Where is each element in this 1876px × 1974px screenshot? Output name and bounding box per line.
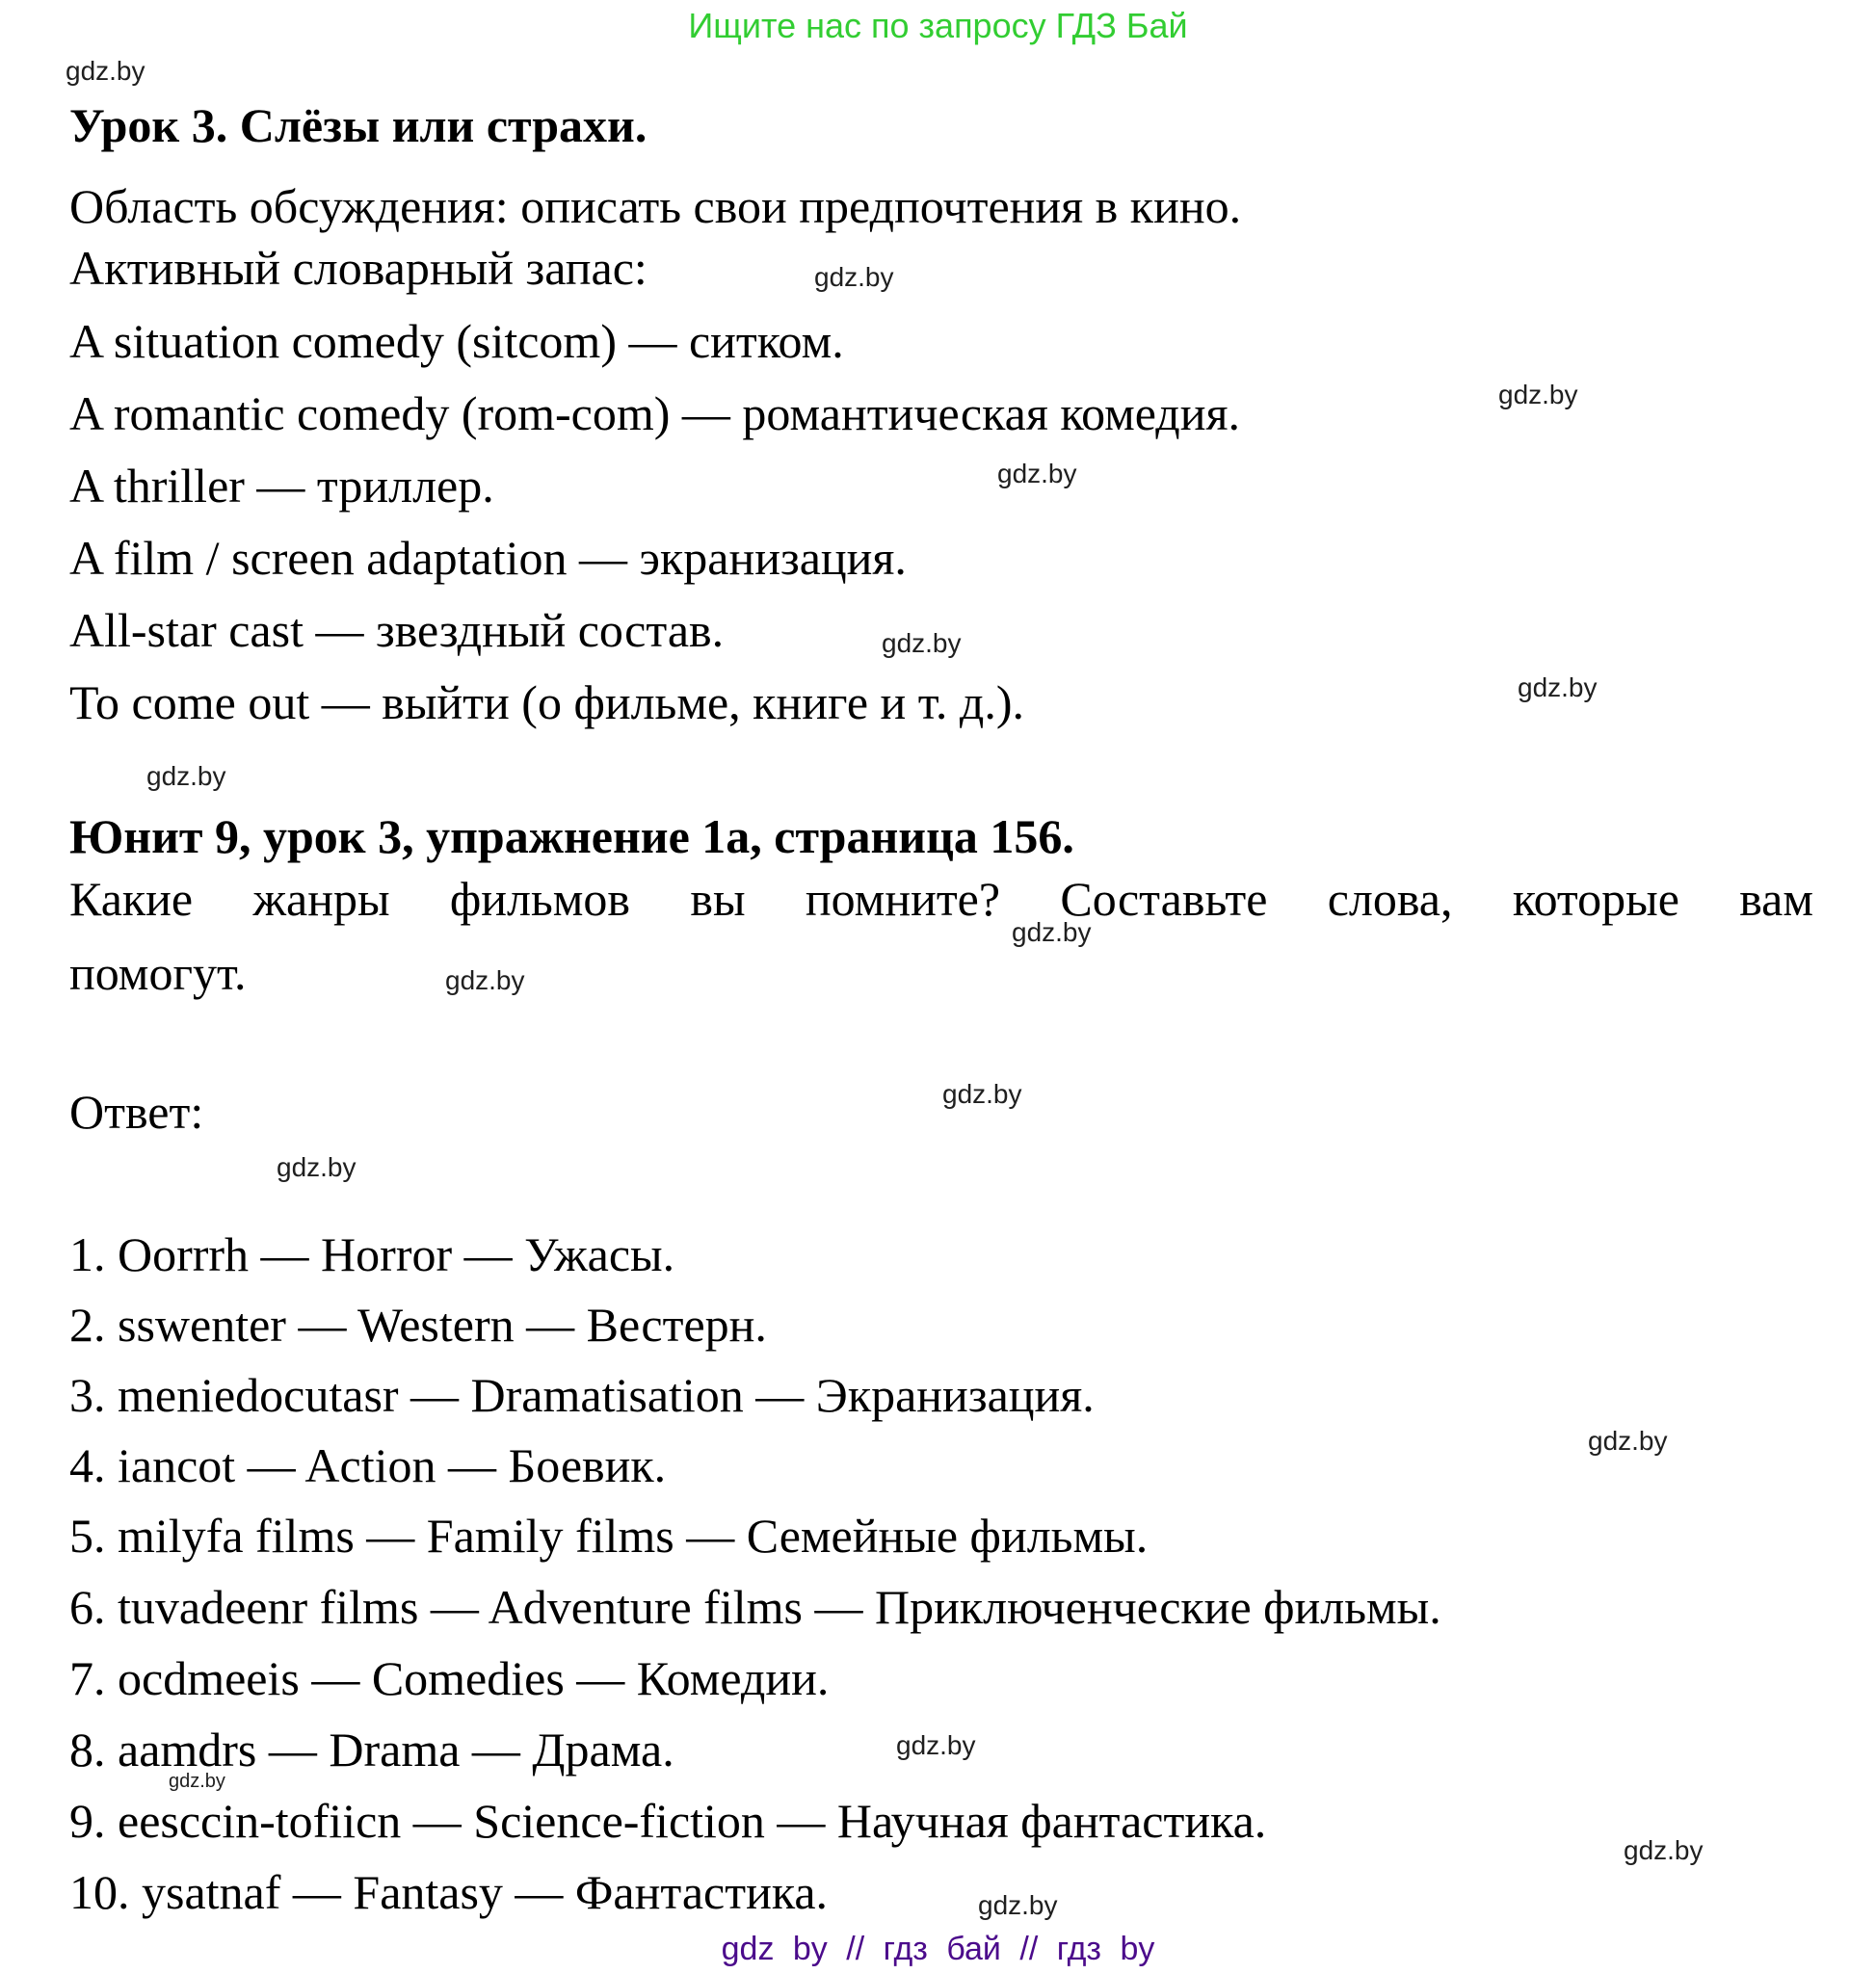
gdz-watermark: gdz.by (169, 1771, 225, 1792)
vocab-line: To come out — выйти (о фильме, книге и т. д.). (69, 675, 1024, 729)
gdz-watermark: gdz.by (896, 1730, 976, 1760)
gdz-watermark: gdz.by (1588, 1426, 1668, 1456)
vocab-line: All-star cast — звездный состав. (69, 603, 725, 657)
answer-line: 10. ysatnaf — Fantasy — Фантастика. (69, 1865, 829, 1919)
answer-label: Ответ: (69, 1085, 204, 1139)
task-text-line-1: Какие жанры фильмов вы помните? Составьте слова, которые вам (69, 872, 1813, 926)
gdz-watermark: gdz.by (814, 262, 894, 292)
answer-line: 8. aamdrs — Drama — Драма. (69, 1723, 674, 1777)
gdz-watermark: gdz.by (978, 1890, 1058, 1920)
gdz-watermark: gdz.by (1012, 917, 1092, 947)
gdz-watermark: gdz.by (277, 1152, 357, 1182)
vocab-line: A situation comedy (sitcom) — ситком. (69, 314, 844, 368)
task-text-line-2: помогут. (69, 946, 247, 1000)
lesson-topic-line: Область обсуждения: описать свои предпочтения в кино. (69, 179, 1242, 233)
gdz-watermark: gdz.by (445, 965, 525, 995)
gdz-watermark: gdz.by (1518, 672, 1598, 702)
answer-line: 9. eesccin-tofiicn — Science-fiction — Научная фантастика. (69, 1794, 1267, 1848)
footer-links: gdz by // гдз бай // гдз by (721, 1931, 1155, 1967)
vocab-line: A film / screen adaptation — экранизация. (69, 531, 907, 585)
gdz-watermark: gdz.by (1624, 1835, 1704, 1865)
answer-line: 4. iancot — Action — Боевик. (69, 1438, 667, 1492)
gdz-watermark: gdz.by (997, 459, 1077, 488)
promo-banner: Ищите нас по запросу ГДЗ Бай (688, 6, 1188, 45)
answer-line: 6. tuvadeenr films — Adventure films — Приключенческие фильмы. (69, 1580, 1441, 1634)
answer-line: 7. ocdmeeis — Comedies — Комедии. (69, 1651, 830, 1705)
gdz-watermark: gdz.by (882, 628, 962, 658)
exercise-heading: Юнит 9, урок 3, упражнение 1а, страница 156. (69, 809, 1074, 863)
gdz-watermark: gdz.by (942, 1079, 1022, 1109)
lesson-title: Урок 3. Слёзы или страхи. (69, 98, 647, 152)
answer-line: 5. milyfa films — Family films — Семейные фильмы. (69, 1509, 1149, 1563)
gdz-watermark: gdz.by (66, 56, 145, 86)
answer-line: 3. meniedocutasr — Dramatisation — Экранизация. (69, 1368, 1095, 1422)
gdz-watermark: gdz.by (1498, 380, 1578, 409)
vocab-line: A thriller — триллер. (69, 459, 494, 513)
answer-line: 2. sswenter — Western — Вестерн. (69, 1298, 767, 1352)
answer-line: 1. Oorrrh — Horror — Ужасы. (69, 1227, 675, 1281)
gdz-watermark: gdz.by (146, 761, 226, 791)
vocab-line: A romantic comedy (rom-com) — романтическая комедия. (69, 386, 1240, 440)
lesson-vocab-intro: Активный словарный запас: (69, 241, 647, 295)
